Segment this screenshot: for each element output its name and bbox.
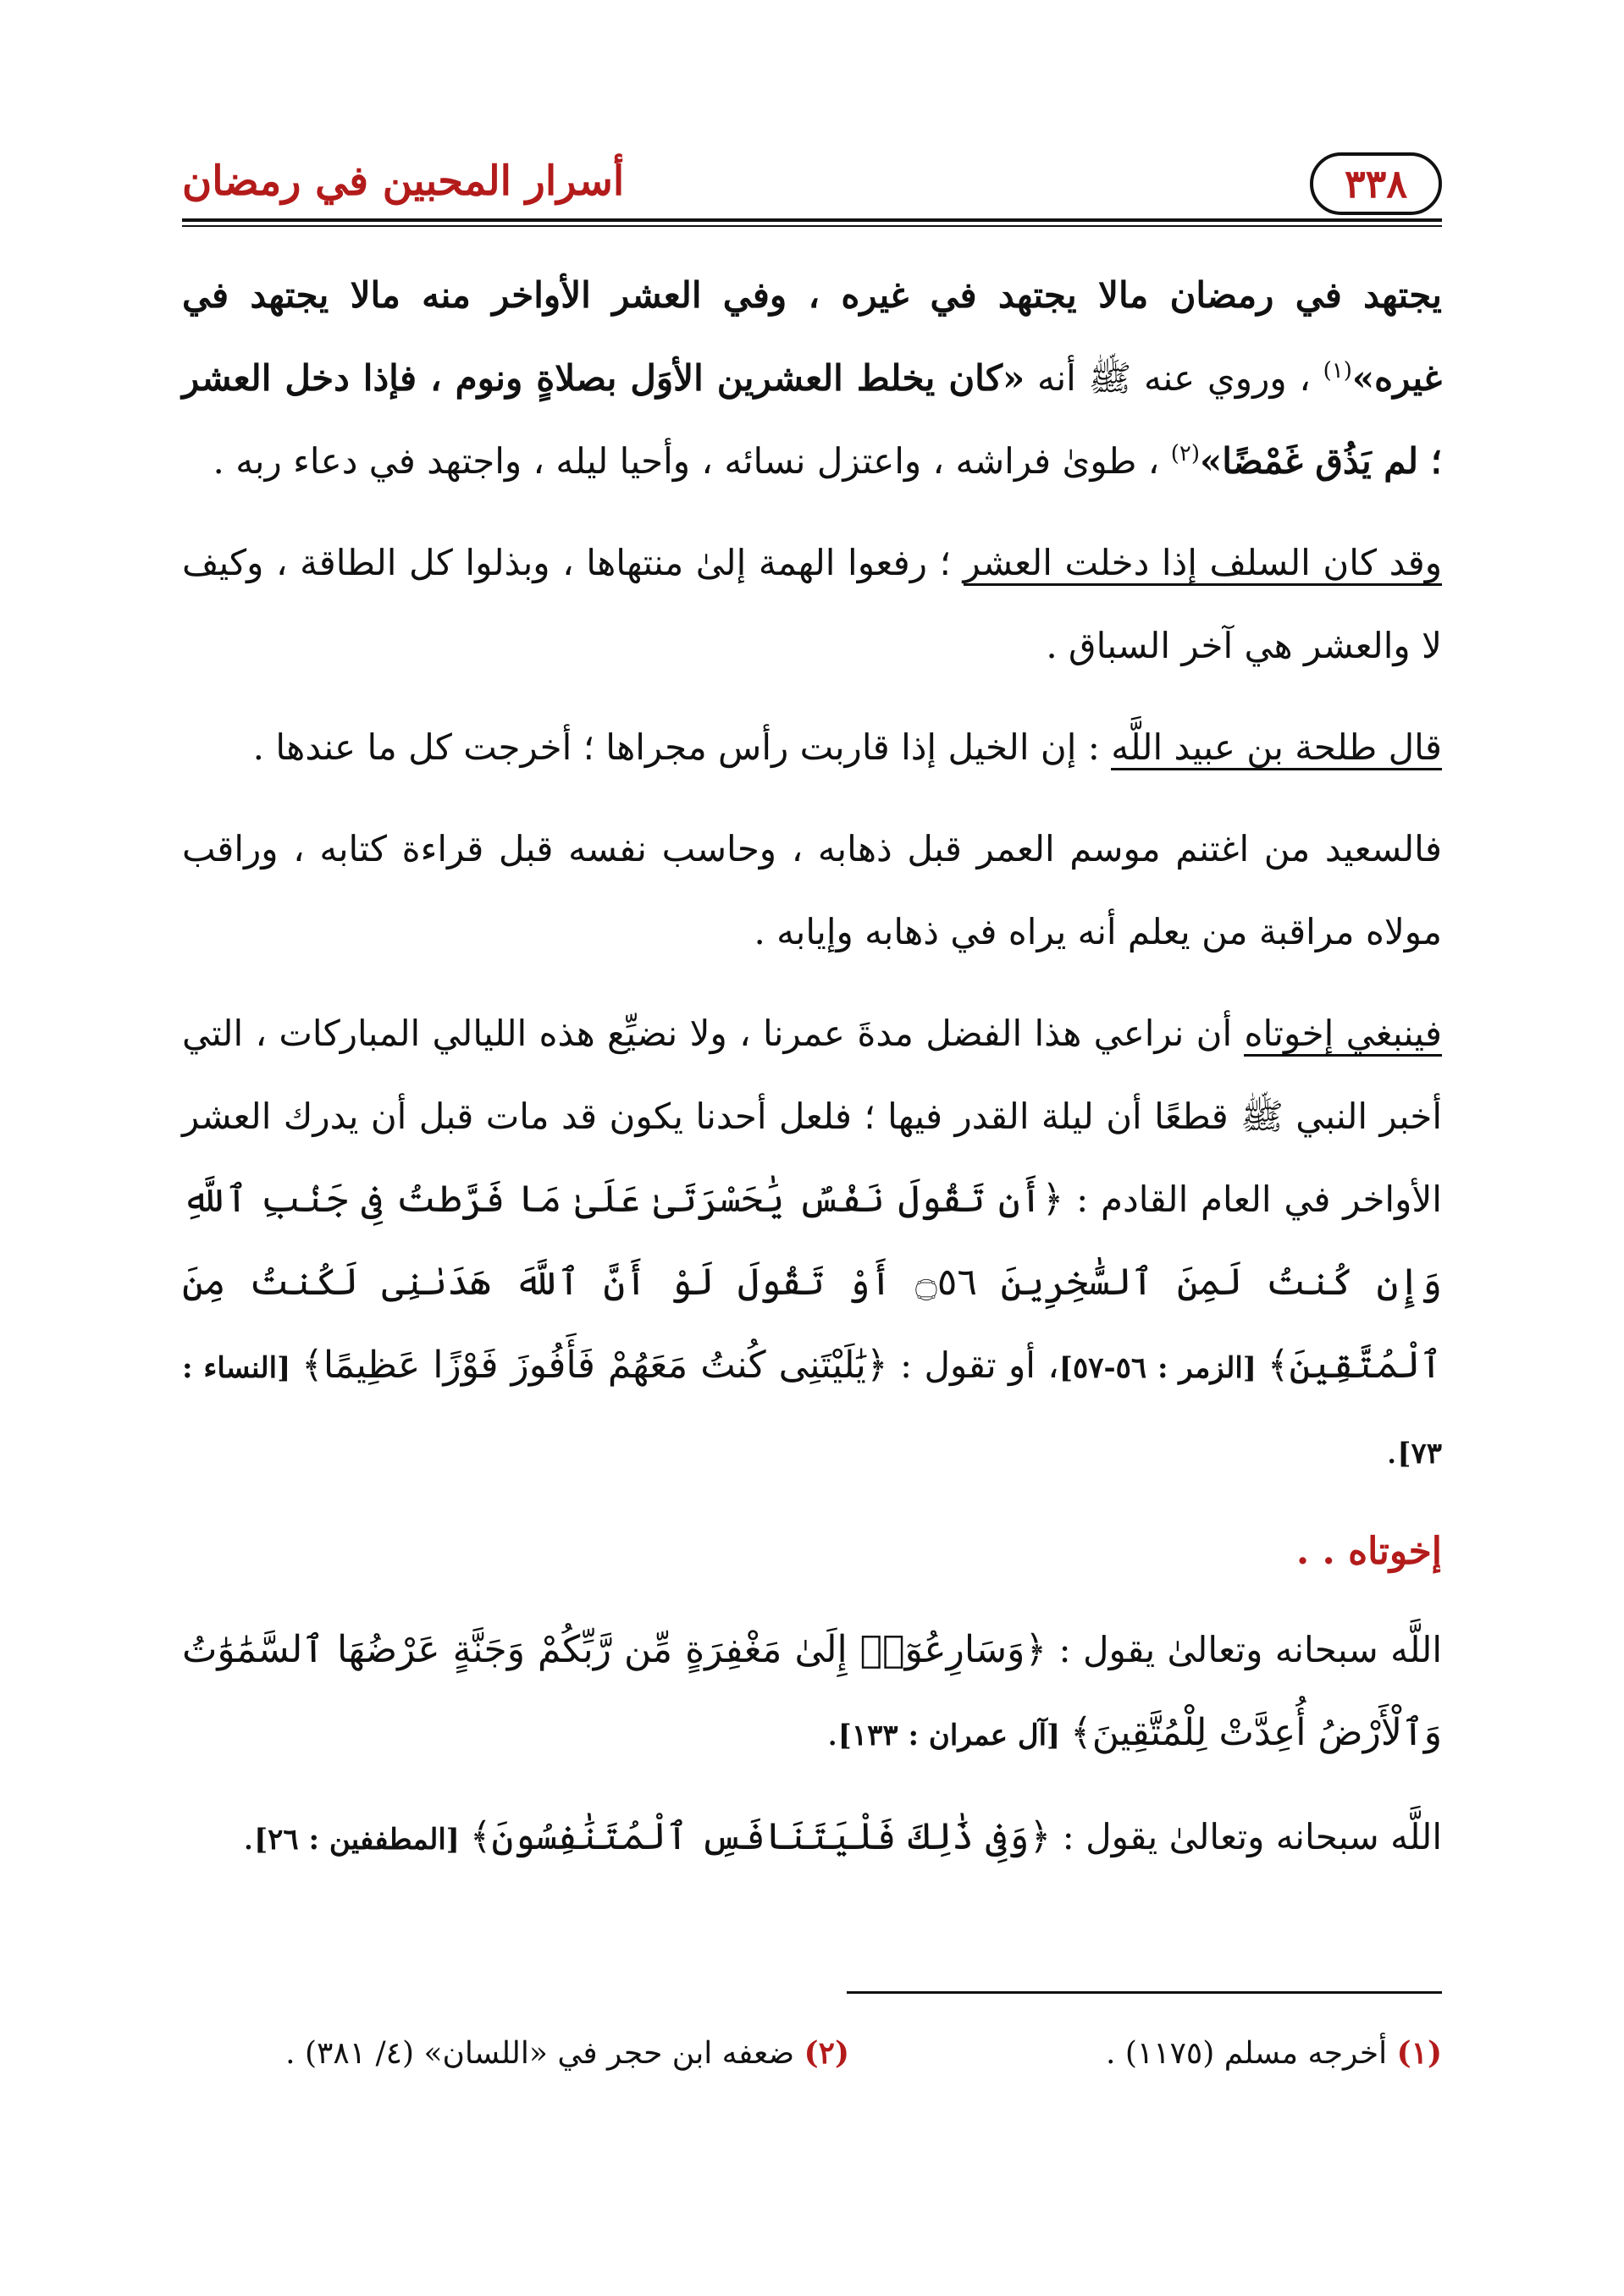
header-rule <box>182 218 1442 222</box>
hadith-quote-2: «كان يخلط العشرين الأوَل بصلاةٍ ونوم ، فإذا دخل العشر ؛ لم يَذُق غَمْضًا» <box>182 357 1442 482</box>
footnote-1 <box>1106 2019 1442 2088</box>
paragraph-1-text-b: ، طوىٰ فراشه ، واعتزل نسائه ، وأحيا ليله ، واجتهد في دعاء ربه . <box>213 440 1171 482</box>
paragraph-5 <box>182 992 1442 1495</box>
footnote-ref-2[interactable]: (٢) <box>1170 441 1200 466</box>
underlined-phrase-salaf: وقد كان السلف إذا دخلت العشر <box>964 542 1442 586</box>
paragraph-6-text: اللَّه سبحانه وتعالىٰ يقول : <box>1047 1629 1442 1670</box>
footnote-separator <box>847 1991 1442 1994</box>
paragraph-1-text-a: ، وروي عنه ﷺ أنه <box>1025 357 1323 399</box>
page-header <box>182 151 1442 227</box>
page-number-badge <box>1310 152 1442 215</box>
footnote-1-text: أخرجه مسلم (١١٧٥) . <box>1105 2036 1397 2071</box>
main-text <box>182 254 1442 1900</box>
verse-ref-nisa: [النساء : ٧٣] <box>182 1351 1442 1471</box>
footnote-2-text: ضعفه ابن حجر في «اللسان» (٤/ ٣٨١) . <box>285 2036 804 2071</box>
header-rule-thin <box>182 225 1442 227</box>
paragraph-6-end: . <box>826 1712 838 1753</box>
paragraph-1 <box>182 254 1442 503</box>
quran-verse-zumar: ﴿أَن تَقُولَ نَفْسٌ يَٰحَسْرَتَىٰ عَلَىٰ مَا فَرَّطتُ فِى جَنۢبِ ٱللَّهِ وَإِن كُنتُ لَمِنَ ٱلسَّٰخِرِينَ ۝٥٦ أَوْ تَقُولَ لَوْ أَنَّ ٱللَّهَ هَدَىٰنِى لَكُنتُ مِنَ ٱلْمُتَّقِينَ﴾ <box>182 1178 1443 1387</box>
paragraph-6 <box>182 1609 1442 1777</box>
paragraph-5-text-c: . <box>1386 1430 1398 1471</box>
underlined-phrase-ikhwatah: فينبغي إخوتاه <box>1244 1013 1442 1057</box>
footnote-ref-1[interactable]: (١) <box>1323 358 1352 384</box>
footnote-2-number: (٢) <box>804 2035 849 2071</box>
page-number: ٣٣٨ <box>1344 161 1408 207</box>
paragraph-2-text: ؛ رفعوا الهمة إلىٰ منتهاها ، وبذلوا كل الطاقة ، وكيف لا والعشر هي آخر السباق . <box>182 542 1442 666</box>
verse-ref-mutaffifin: [المطففين : ٢٦] <box>254 1823 470 1857</box>
paragraph-7-end: . <box>242 1816 255 1857</box>
verse-ref-zumar: [الزمر : ٥٦-٥٧] <box>1058 1351 1268 1385</box>
hadith-quote-1: يجتهد في رمضان مالا يجتهد في غيره ، وفي العشر الأواخر منه مالا يجتهد في غيره» <box>182 274 1442 399</box>
paragraph-2 <box>182 522 1442 687</box>
paragraph-4 <box>182 808 1442 974</box>
paragraph-5-text-a: أن نراعي هذا الفضل مدةَ عمرنا ، ولا نضيِّع هذه الليالي المباركات ، التي أخبر النبي ﷺ قطعًا أن ليلة القدر فيها ؛ فلعل أحدنا يكون قد مات قبل أن يدرك العشر الأواخر في العام القادم : <box>182 1013 1442 1220</box>
verse-ref-imran: [آل عمران : ١٣٣] <box>837 1719 1070 1752</box>
paragraph-3 <box>182 706 1442 789</box>
footnotes <box>182 2019 1442 2087</box>
paragraph-5-text-b: ، أو تقول : <box>887 1344 1059 1386</box>
paragraph-4-text: فالسعيد من اغتنم موسم العمر قبل ذهابه ، وحاسب نفسه قبل قراءة كتابه ، وراقب مولاه مراقبة من يعلم أنه يراه في ذهابه وإيابه . <box>182 828 1442 952</box>
paragraph-3-text: : إن الخيل إذا قاربت رأس مجراها ؛ أخرجت كل ما عندها . <box>252 726 1112 768</box>
quran-verse-imran: ﴿وَسَارِعُوٓا۟ إِلَىٰ مَغْفِرَةٍ مِّن رَّبِّكُمْ وَجَنَّةٍ عَرْضُهَا ٱلسَّمَٰوَٰتُ وَٱلْأَرْضُ أُعِدَّتْ لِلْمُتَّقِينَ﴾ <box>182 1628 1442 1754</box>
quran-verse-nisa: ﴿يَٰلَيْتَنِى كُنتُ مَعَهُمْ فَأَفُوزَ فَوْزًا عَظِيمًا﴾ <box>301 1344 888 1387</box>
book-title: أسرار المحبين في رمضان <box>182 157 625 205</box>
paragraph-7-text: اللَّه سبحانه وتعالىٰ يقول : <box>1051 1816 1442 1857</box>
underlined-phrase-talha: قال طلحة بن عبيد اللَّه <box>1111 726 1442 770</box>
footnote-1-number: (١) <box>1396 2035 1442 2071</box>
footnote-2 <box>285 2019 849 2088</box>
paragraph-7 <box>182 1796 1442 1881</box>
quran-verse-mutaffifin: ﴿وَفِى ذَٰلِكَ فَلْيَتَنَافَسِ ٱلْمُتَنَٰفِسُونَ﴾ <box>469 1815 1052 1858</box>
section-heading: إخوتاه . . <box>1295 1530 1442 1573</box>
